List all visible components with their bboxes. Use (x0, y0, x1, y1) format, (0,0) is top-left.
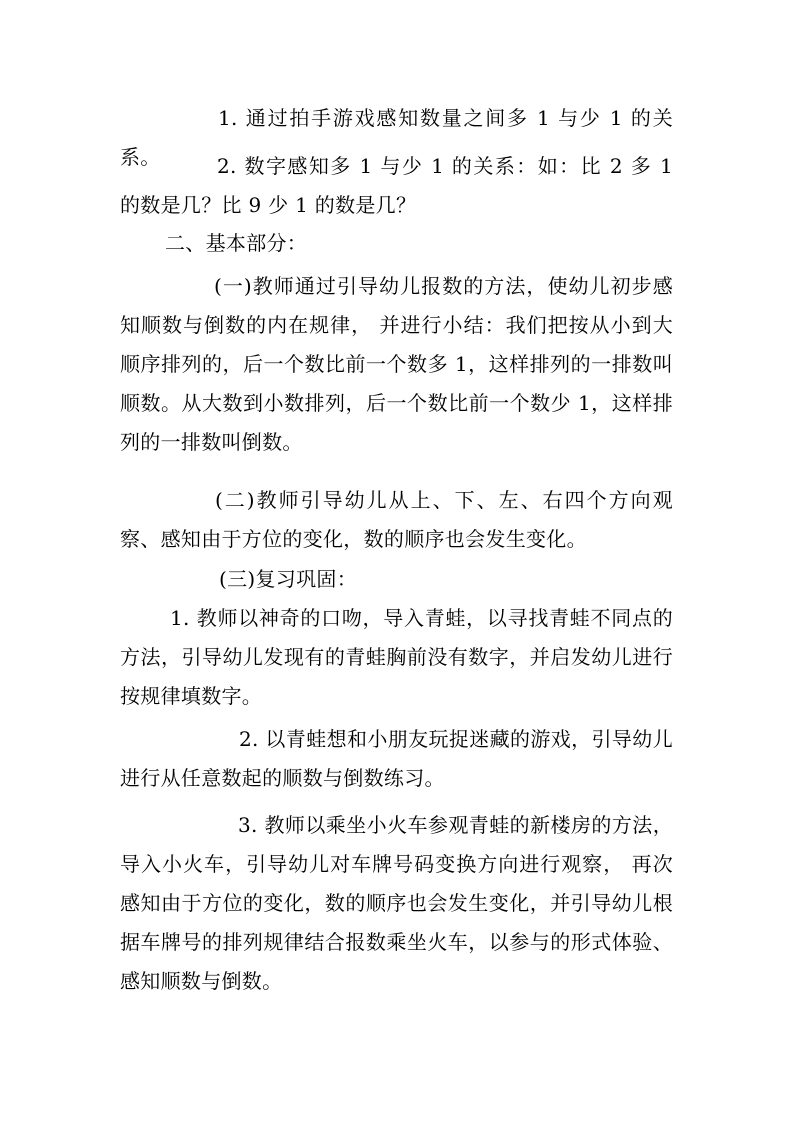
paragraph-objective-2: 2. 数字感知多 1 与少 1 的关系：如：比 2 多 1 的数是几？比 9 少 1 的数是几？ (120, 154, 673, 217)
paragraph-review-1: 1. 教师以神奇的口吻，导入青蛙，以寻找青蛙不同点的方法，引导幼儿发现有的青蛙胸前没有数字，并启发幼儿进行按规律填数字。 (120, 606, 673, 708)
paragraph-step-1: (一)教师通过引导幼儿报数的方法，使幼儿初步感知顺数与倒数的内在规律， 并进行小结：我们把按从小到大顺序排列的，后一个数比前一个数多 1，这样排列的一排数叫顺数。从大数到小数排列，后一个数比前一个数少 1，这样排列的一排数叫倒数。 (120, 274, 673, 454)
section-heading-basic-part: 二、基本部分： (165, 231, 308, 255)
paragraph-review-3: 3. 教师以乘坐小火车参观青蛙的新楼房的方法，导入小火车，引导幼儿对车牌号码变换方向进行观察， 再次感知由于方位的变化，数的顺序也会发生变化，并引导幼儿根据车牌号的排列规律结合报数乘坐火车，以参与的形式体验、感知顺数与倒数。 (120, 813, 673, 993)
paragraph-review-2: 2. 以青蛙想和小朋友玩捉迷藏的游戏，引导幼儿进行从任意数起的顺数与倒数练习。 (120, 727, 673, 790)
paragraph-step-2: (二)教师引导幼儿从上、下、左、右四个方向观察、感知由于方位的变化，数的顺序也会发生变化。 (120, 488, 673, 551)
subheading-review: (三)复习巩固： (219, 567, 358, 591)
paragraph-objective-1: 1. 通过拍手游戏感知数量之间多 1 与少 1 的关系。 (120, 106, 673, 169)
